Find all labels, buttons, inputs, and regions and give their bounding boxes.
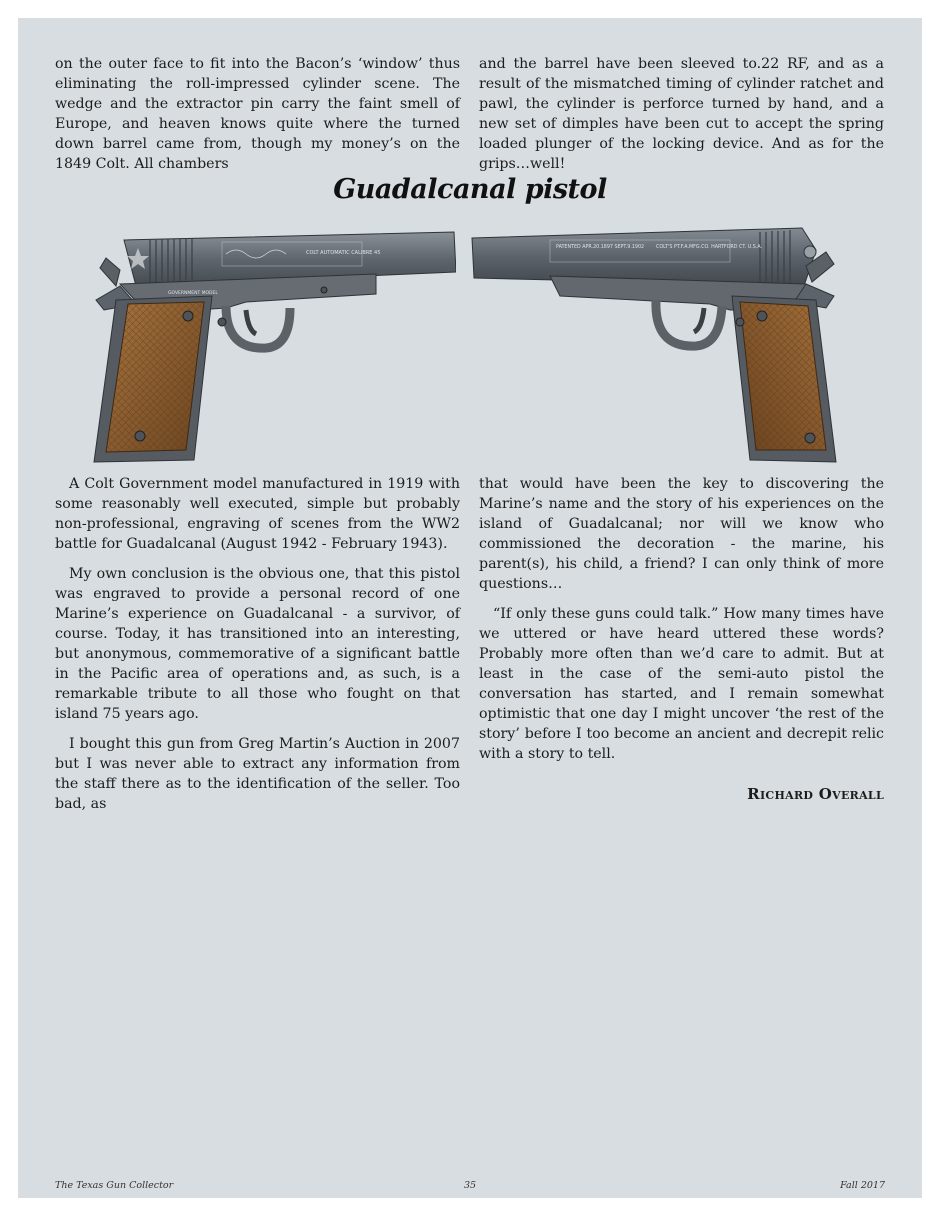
body-paragraph: that would have been the key to discovering the Marine’s name and the story of his experiences on the island of Guadalcanal; nor will we know who commissioned the decoration - the marine, his parent(s), his child, a friend? I can only think of more questions… [479,476,884,592]
right-slide-engraving: PATENTED APR.20.1897 SEPT.9.1902 [556,245,645,250]
section-title: Guadalcanal pistol [333,174,607,205]
pistol-right-image [470,210,850,470]
body-paragraph: My own conclusion is the obvious one, that this pistol was engraved to provide a personal record of one Marine’s experience on Guadalcanal - a survivor, of course. Today, it has transitioned into an interesting, but anonymous, commemorative of a significant battle in the Pacific area of operations and, as such, is a remarkable tribute to all those who fought on that island 75 years ago. [55,566,460,722]
top-left-paragraph: on the outer face to fit into the Bacon’s ‘window’ thus eliminating the roll-impressed cylinder scene. The wedge and the extractor pin carry the faint smell of Europe, and heaven knows quite where the turned down barrel came from, though my money’s on the 1849 Colt. All chambers [55,56,460,172]
top-left-column [55,54,460,184]
body-paragraph: I bought this gun from Greg Martin’s Auction in 2007 but I was never able to extract any information from the staff there as to the identification of the seller. Too bad, as [55,736,460,812]
top-right-column [479,54,884,184]
right-slide-engraving-2: COLT'S PT.F.A.MFG.CO. HARTFORD CT. U.S.A. [656,245,763,250]
body-left-column [55,474,460,824]
author-signature: Richard Overall [747,785,884,803]
body-right-column [479,474,884,804]
pistol-left-image [76,210,456,470]
footer-publication: The Texas Gun Collector [55,1180,174,1191]
left-frame-engraving: GOVERNMENT MODEL [168,291,218,296]
magazine-page [18,18,922,1198]
body-paragraph: A Colt Government model manufactured in 1919 with some reasonably well executed, simple but probably non-professional, engraving of scenes from the WW2 battle for Guadalcanal (August 1942 - February 1943). [55,476,460,552]
body-paragraph: “If only these guns could talk.” How many times have we uttered or have heard uttered these words? Probably more often than we’d care to admit. But at least in the case of the semi-auto pistol the conversation has started, and I remain somewhat optimistic that one day I might uncover ‘the rest of the story’ before I too become an ancient and decrepit relic with a story to tell. [479,606,884,762]
footer-issue: Fall 2017 [840,1180,885,1191]
footer-page-number: 35 [463,1180,477,1191]
top-right-paragraph: and the barrel have been sleeved to.22 RF, and as a result of the mismatched timing of cylinder ratchet and pawl, the cylinder is perforce turned by hand, and a new set of dimples have been cut to accept the spring loaded plunger of the locking device. And as for the grips…well! [479,56,884,172]
left-slide-engraving: COLT AUTOMATIC CALIBRE 45 [306,250,381,256]
